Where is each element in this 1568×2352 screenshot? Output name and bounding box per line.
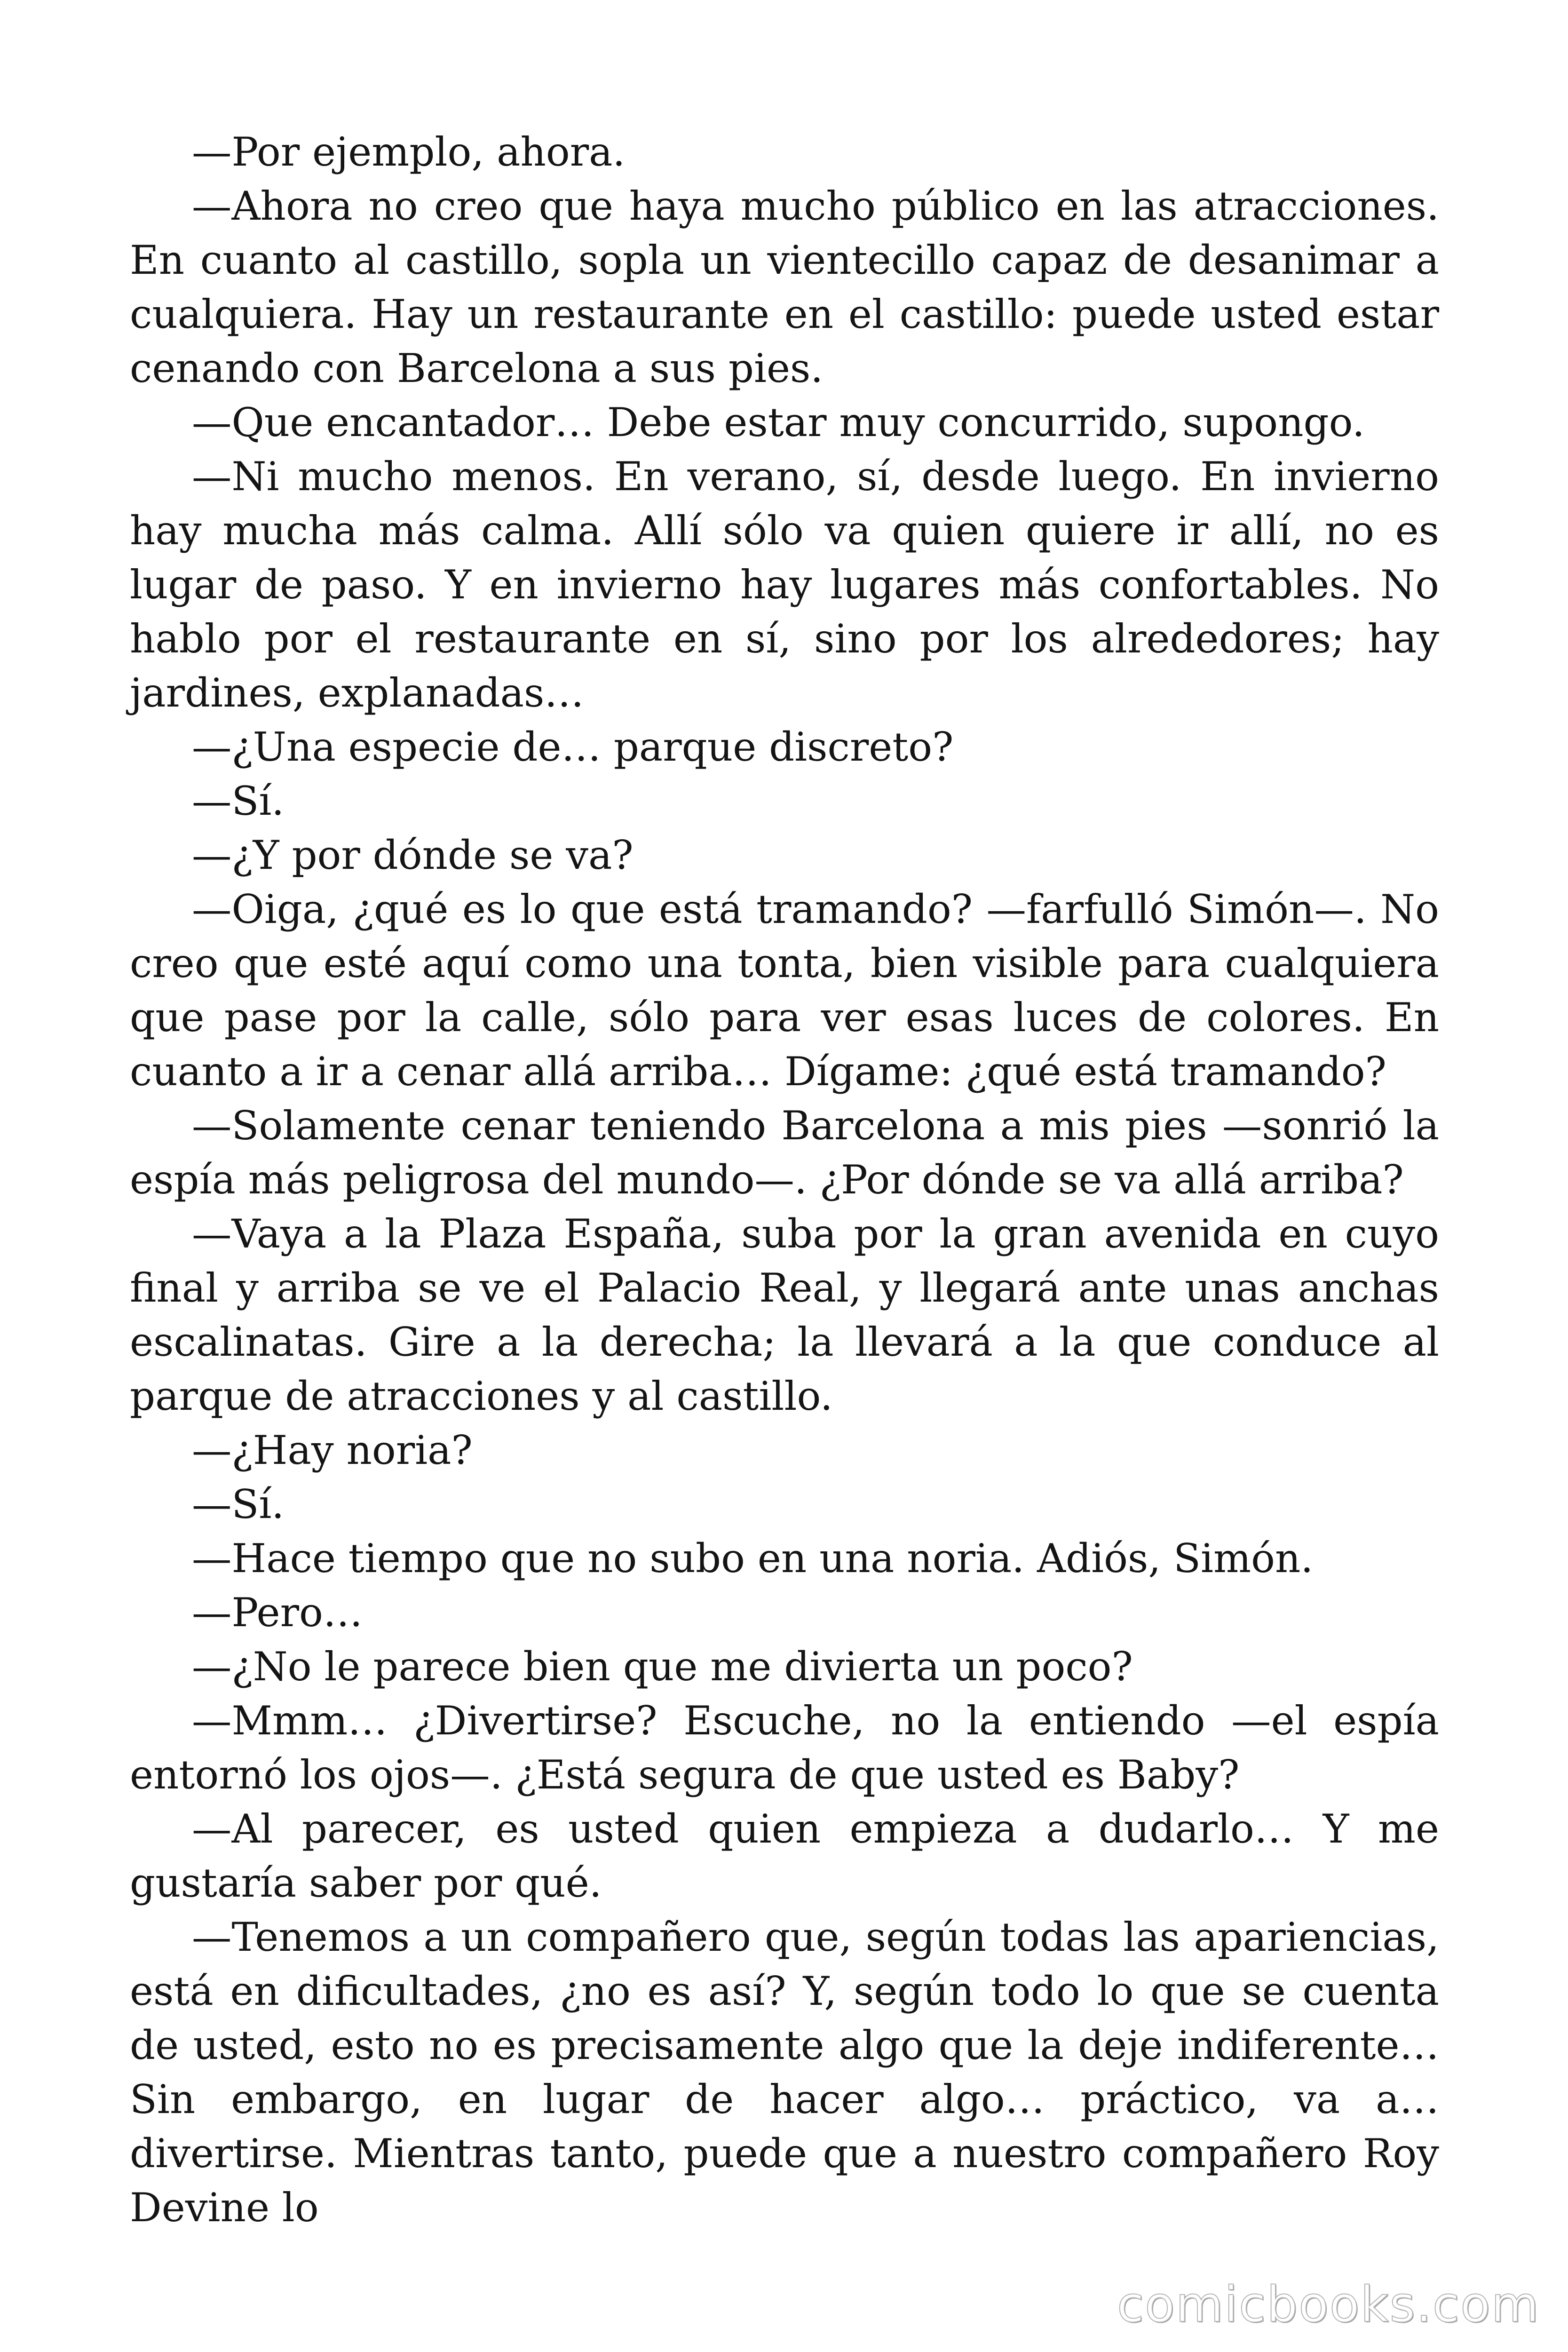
paragraph: —Mmm… ¿Divertirse? Escuche, no la entiendo —el espía entornó los ojos—. ¿Está segura de que usted es Baby? bbox=[130, 1698, 1439, 1798]
paragraph: —Sí. bbox=[192, 1481, 285, 1527]
watermark: comicbooks.com bbox=[1117, 2276, 1540, 2333]
paragraph: —Vaya a la Plaza España, suba por la gran avenida en cuyo final y arriba se ve el Palacio Real, y llegará ante unas anchas escalinatas. Gire a la derecha; la llevará a la que conduce al parque de atracciones y al castillo. bbox=[130, 1211, 1439, 1419]
paragraph: —Hace tiempo que no subo en una noria. Adiós, Simón. bbox=[192, 1535, 1314, 1581]
paragraph: —¿Hay noria? bbox=[192, 1427, 473, 1473]
paragraph: —¿Una especie de… parque discreto? bbox=[192, 724, 954, 770]
paragraph: —Sí. bbox=[192, 778, 285, 824]
paragraph: —Ahora no creo que haya mucho público en las atracciones. En cuanto al castillo, sopla un vientecillo capaz de desanimar a cualquiera. Hay un restaurante en el castillo: puede usted estar cenando con Barcelona a sus pies. bbox=[130, 183, 1439, 391]
paragraph: —Pero… bbox=[192, 1589, 363, 1636]
paragraph: —¿No le parece bien que me divierta un poco? bbox=[192, 1644, 1133, 1690]
paragraph: —Por ejemplo, ahora. bbox=[192, 129, 626, 175]
paragraph: —¿Y por dónde se va? bbox=[192, 832, 634, 878]
paragraph: —Tenemos a un compañero que, según todas las apariencias, está en dificultades, ¿no es así? Y, según todo lo que se cuenta de usted, esto no es precisamente algo que la deje indiferente… Sin embargo, en lugar de hacer algo… práctico, va a… divertirse. Mientras tanto, puede que a nuestro compañero Roy Devine lo bbox=[130, 1914, 1439, 2231]
paragraph: —Que encantador… Debe estar muy concurrido, supongo. bbox=[192, 399, 1365, 445]
paragraph: —Al parecer, es usted quien empieza a dudarlo… Y me gustaría saber por qué. bbox=[130, 1806, 1439, 1906]
paragraph: —Oiga, ¿qué es lo que está tramando? —farfulló Simón—. No creo que esté aquí como una tonta, bien visible para cualquiera que pase por la calle, sólo para ver esas luces de colores. En cuanto a ir a cenar allá arriba… Dígame: ¿qué está tramando? bbox=[130, 886, 1439, 1095]
page-body-text bbox=[130, 125, 1439, 2235]
paragraph: —Solamente cenar teniendo Barcelona a mis pies —sonrió la espía más peligrosa del mundo—. ¿Por dónde se va allá arriba? bbox=[130, 1103, 1439, 1203]
paragraph: —Ni mucho menos. En verano, sí, desde luego. En invierno hay mucha más calma. Allí sólo va quien quiere ir allí, no es lugar de paso. Y en invierno hay lugares más confortables. No hablo por el restaurante en sí, sino por los alrededores; hay jardines, explanadas… bbox=[130, 453, 1439, 716]
